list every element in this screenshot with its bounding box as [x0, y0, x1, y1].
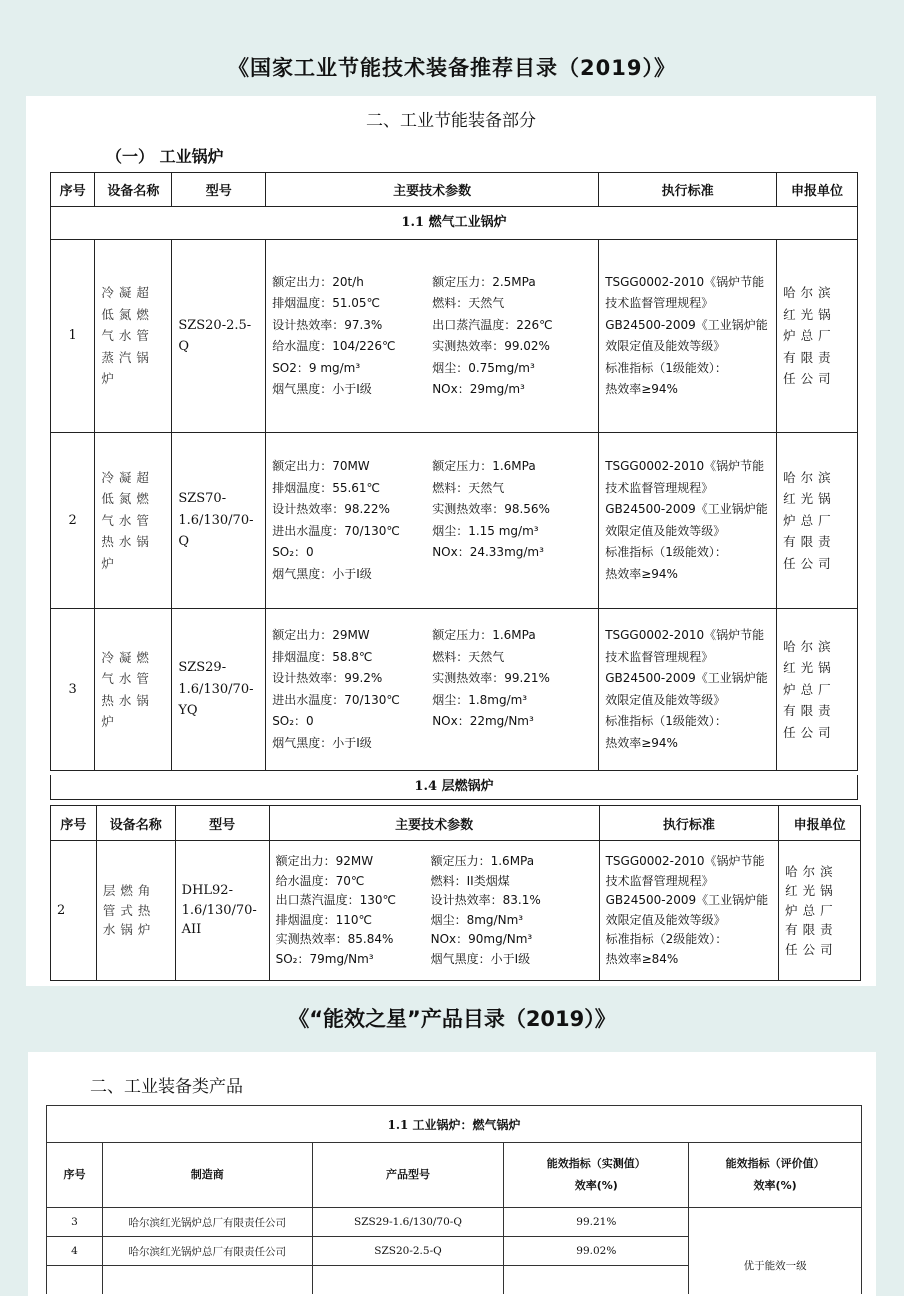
standard-text — [599, 841, 779, 981]
product-model: SZS29-1.6/130/70-Q — [312, 1208, 504, 1237]
std-line: TSGG0002-2010《锅炉节能技术监督管理规程》 — [605, 628, 765, 664]
header-line: 效率(%) — [574, 1179, 618, 1192]
param: 给水温度：70℃ — [275, 873, 365, 888]
table-row — [51, 841, 861, 981]
doc1-title: 《国家工业节能技术装备推荐目录（2019）》 — [228, 56, 676, 80]
param: 燃料：II类烟煤 — [430, 873, 510, 888]
table-header-row — [51, 806, 861, 841]
std-line: 标准指标（1级能效）： — [605, 714, 727, 728]
table-header-row — [51, 173, 858, 207]
param: SO₂：0 — [272, 714, 314, 728]
header-unit: 申报单位 — [777, 173, 858, 207]
subsection-heading: （一） 工业锅炉 — [106, 147, 224, 166]
param: 实测热效率：85.84% — [275, 932, 394, 946]
group-row — [51, 207, 858, 240]
param: 燃料：天然气 — [432, 480, 505, 495]
param: 额定压力：1.6MPa — [430, 854, 535, 868]
empty-cell — [102, 1266, 312, 1295]
param: 烟气黑度：小于I级 — [272, 382, 372, 396]
header-params: 主要技术参数 — [266, 173, 599, 207]
caption-row — [47, 1106, 862, 1143]
param: 设计热效率：99.2% — [272, 671, 383, 685]
header-name: 设备名称 — [96, 806, 175, 841]
header-line: 效率(%) — [753, 1179, 797, 1192]
tech-params — [266, 433, 599, 609]
param: 烟尘：1.8mg/m³ — [432, 692, 528, 707]
param: SO₂：0 — [272, 545, 314, 559]
model-number: SZS70-1.6/130/70-Q — [172, 433, 266, 609]
group-label: 1.1 燃气工业锅炉 — [51, 207, 858, 240]
param: NOx：29mg/m³ — [432, 382, 525, 396]
param: 燃料：天然气 — [432, 296, 505, 310]
param: 额定出力：29MW — [272, 628, 370, 642]
model-number: DHL92-1.6/130/70-AII — [175, 841, 269, 981]
header-model: 型号 — [175, 806, 269, 841]
param: 实测热效率：99.02% — [432, 339, 550, 353]
applicant-unit: 哈尔滨红光锅炉总厂有限责任公司 — [777, 609, 858, 771]
param: 排烟温度：51.05℃ — [272, 296, 381, 310]
std-line: TSGG0002-2010《锅炉节能技术监督管理规程》 — [605, 274, 765, 310]
std-line: GB24500-2009《工业锅炉能效限定值及能效等级》 — [605, 317, 768, 353]
std-line: 标准指标（1级能效）： — [605, 545, 727, 559]
header-standard: 执行标准 — [599, 173, 777, 207]
group-label: 1.4 层燃锅炉 — [51, 775, 858, 800]
equipment-name: 冷凝超低氮燃气水管蒸汽锅炉 — [95, 240, 172, 433]
std-line: 热效率≥94% — [605, 566, 678, 581]
applicant-unit: 哈尔滨红光锅炉总厂有限责任公司 — [777, 240, 858, 433]
layered-boiler-table-body — [50, 805, 861, 981]
header-standard: 执行标准 — [599, 806, 779, 841]
header-line: 能效指标（实测值） — [546, 1157, 646, 1170]
maker: 哈尔滨红光锅炉总厂有限责任公司 — [102, 1208, 312, 1237]
param: 烟尘：1.15 mg/m³ — [432, 523, 539, 538]
tech-params — [266, 609, 599, 771]
std-line: 热效率≥84% — [605, 951, 679, 966]
std-line: GB24500-2009《工业锅炉能效限定值及能效等级》 — [605, 671, 768, 707]
table-row — [51, 433, 858, 609]
tech-params — [266, 240, 599, 433]
param: 出口蒸汽温度：130℃ — [275, 893, 396, 907]
header-no: 序号 — [51, 173, 95, 207]
std-line: 标准指标（2级能效）： — [605, 932, 728, 946]
param: 设计热效率：98.22% — [272, 502, 390, 516]
header-measured — [504, 1143, 689, 1208]
measured-efficiency: 99.02% — [504, 1237, 689, 1266]
param: 实测热效率：98.56% — [432, 502, 550, 516]
header-no: 序号 — [51, 806, 97, 841]
model-number: SZS29-1.6/130/70-YQ — [172, 609, 266, 771]
std-line: TSGG0002-2010《锅炉节能技术监督管理规程》 — [605, 459, 765, 495]
maker: 哈尔滨红光锅炉总厂有限责任公司 — [102, 1237, 312, 1266]
header-rated — [689, 1143, 862, 1208]
table-row — [47, 1208, 862, 1237]
equipment-name: 层燃角管式热水锅炉 — [96, 841, 175, 981]
table-row — [51, 240, 858, 433]
std-line: 标准指标（1级能效）： — [605, 360, 727, 375]
table-caption: 1.1 工业锅炉：燃气锅炉 — [47, 1106, 862, 1143]
param: 烟气黑度：小于I级 — [272, 735, 372, 750]
empty-cell — [47, 1266, 103, 1295]
header-model: 型号 — [172, 173, 266, 207]
param: 给水温度：104/226℃ — [272, 339, 396, 353]
param: 排烟温度：55.61℃ — [272, 480, 381, 495]
measured-efficiency: 99.21% — [504, 1208, 689, 1237]
empty-cell — [312, 1266, 504, 1295]
header-maker: 制造商 — [102, 1143, 312, 1208]
header-model: 产品型号 — [312, 1143, 504, 1208]
param: 出口蒸汽温度：226℃ — [432, 317, 553, 332]
param: 进出水温度：70/130℃ — [272, 692, 400, 707]
param: 设计热效率：97.3% — [272, 317, 383, 332]
param: 烟气黑度：小于I级 — [430, 951, 531, 966]
std-line: GB24500-2009《工业锅炉能效限定值及能效等级》 — [605, 893, 769, 927]
star-catalog-page — [28, 1052, 876, 1296]
std-line: GB24500-2009《工业锅炉能效限定值及能效等级》 — [605, 502, 768, 538]
table-header-row — [47, 1143, 862, 1208]
section-heading: 二、工业节能装备部分 — [366, 111, 536, 131]
row-no: 3 — [51, 609, 95, 771]
applicant-unit: 哈尔滨红光锅炉总厂有限责任公司 — [777, 433, 858, 609]
row-no: 2 — [51, 841, 97, 981]
group-row — [51, 775, 858, 800]
param: 额定出力：92MW — [275, 854, 374, 868]
rated-value: 优于能效一级 — [689, 1208, 862, 1295]
star-product-table — [46, 1105, 862, 1294]
product-model: SZS20-2.5-Q — [312, 1237, 504, 1266]
standard-text — [599, 433, 777, 609]
param: 额定出力：70MW — [272, 459, 370, 473]
param: 设计热效率：83.1% — [430, 893, 541, 907]
param: 进出水温度：70/130℃ — [272, 523, 400, 538]
std-line: 热效率≥94% — [605, 735, 678, 750]
param: 实测热效率：99.21% — [432, 671, 550, 685]
param: 额定出力：20t/h — [272, 274, 364, 289]
row-no: 4 — [47, 1237, 103, 1266]
empty-cell — [504, 1266, 689, 1295]
param: 排烟温度：58.8℃ — [272, 649, 373, 664]
row-no: 3 — [47, 1208, 103, 1237]
std-line: TSGG0002-2010《锅炉节能技术监督管理规程》 — [605, 854, 765, 888]
equipment-table — [50, 172, 858, 771]
standard-text — [599, 609, 777, 771]
row-no: 2 — [51, 433, 95, 609]
param: NOx：22mg/Nm³ — [432, 714, 534, 728]
param: 烟尘：8mg/Nm³ — [430, 912, 524, 927]
layered-boiler-table — [50, 775, 858, 800]
model-number: SZS20-2.5-Q — [172, 240, 266, 433]
table-row — [51, 609, 858, 771]
header-unit: 申报单位 — [779, 806, 861, 841]
param: 排烟温度：110℃ — [275, 912, 372, 927]
equipment-name: 冷凝燃气水管热水锅炉 — [95, 609, 172, 771]
param: 烟尘：0.75mg/m³ — [432, 360, 535, 375]
param: 燃料：天然气 — [432, 649, 505, 664]
param: NOx：90mg/Nm³ — [430, 932, 533, 946]
param — [432, 564, 592, 586]
doc2-title: 《“能效之星”产品目录（2019）》 — [288, 1007, 616, 1031]
equipment-name: 冷凝超低氮燃气水管热水锅炉 — [95, 433, 172, 609]
param: SO₂：79mg/Nm³ — [275, 951, 374, 966]
header-line: 能效指标（评价值） — [725, 1157, 825, 1170]
param: 额定压力：1.6MPa — [432, 459, 536, 473]
param: 烟气黑度：小于I级 — [272, 566, 372, 581]
header-name: 设备名称 — [95, 173, 172, 207]
param — [432, 733, 592, 755]
param: 额定压力：1.6MPa — [432, 628, 536, 642]
header-no: 序号 — [47, 1143, 103, 1208]
layered-boiler-excerpt — [30, 779, 860, 986]
header-params: 主要技术参数 — [269, 806, 599, 841]
param: 额定压力：2.5MPa — [432, 274, 536, 289]
tech-params — [269, 841, 599, 981]
std-line: 热效率≥94% — [605, 382, 678, 396]
param: NOx：24.33mg/m³ — [432, 545, 544, 559]
section-heading: 二、工业装备类产品 — [90, 1077, 243, 1097]
param: SO2：9 mg/m³ — [272, 360, 361, 375]
row-no: 1 — [51, 240, 95, 433]
standard-text — [599, 240, 777, 433]
applicant-unit: 哈尔滨红光锅炉总厂有限责任公司 — [779, 841, 861, 981]
